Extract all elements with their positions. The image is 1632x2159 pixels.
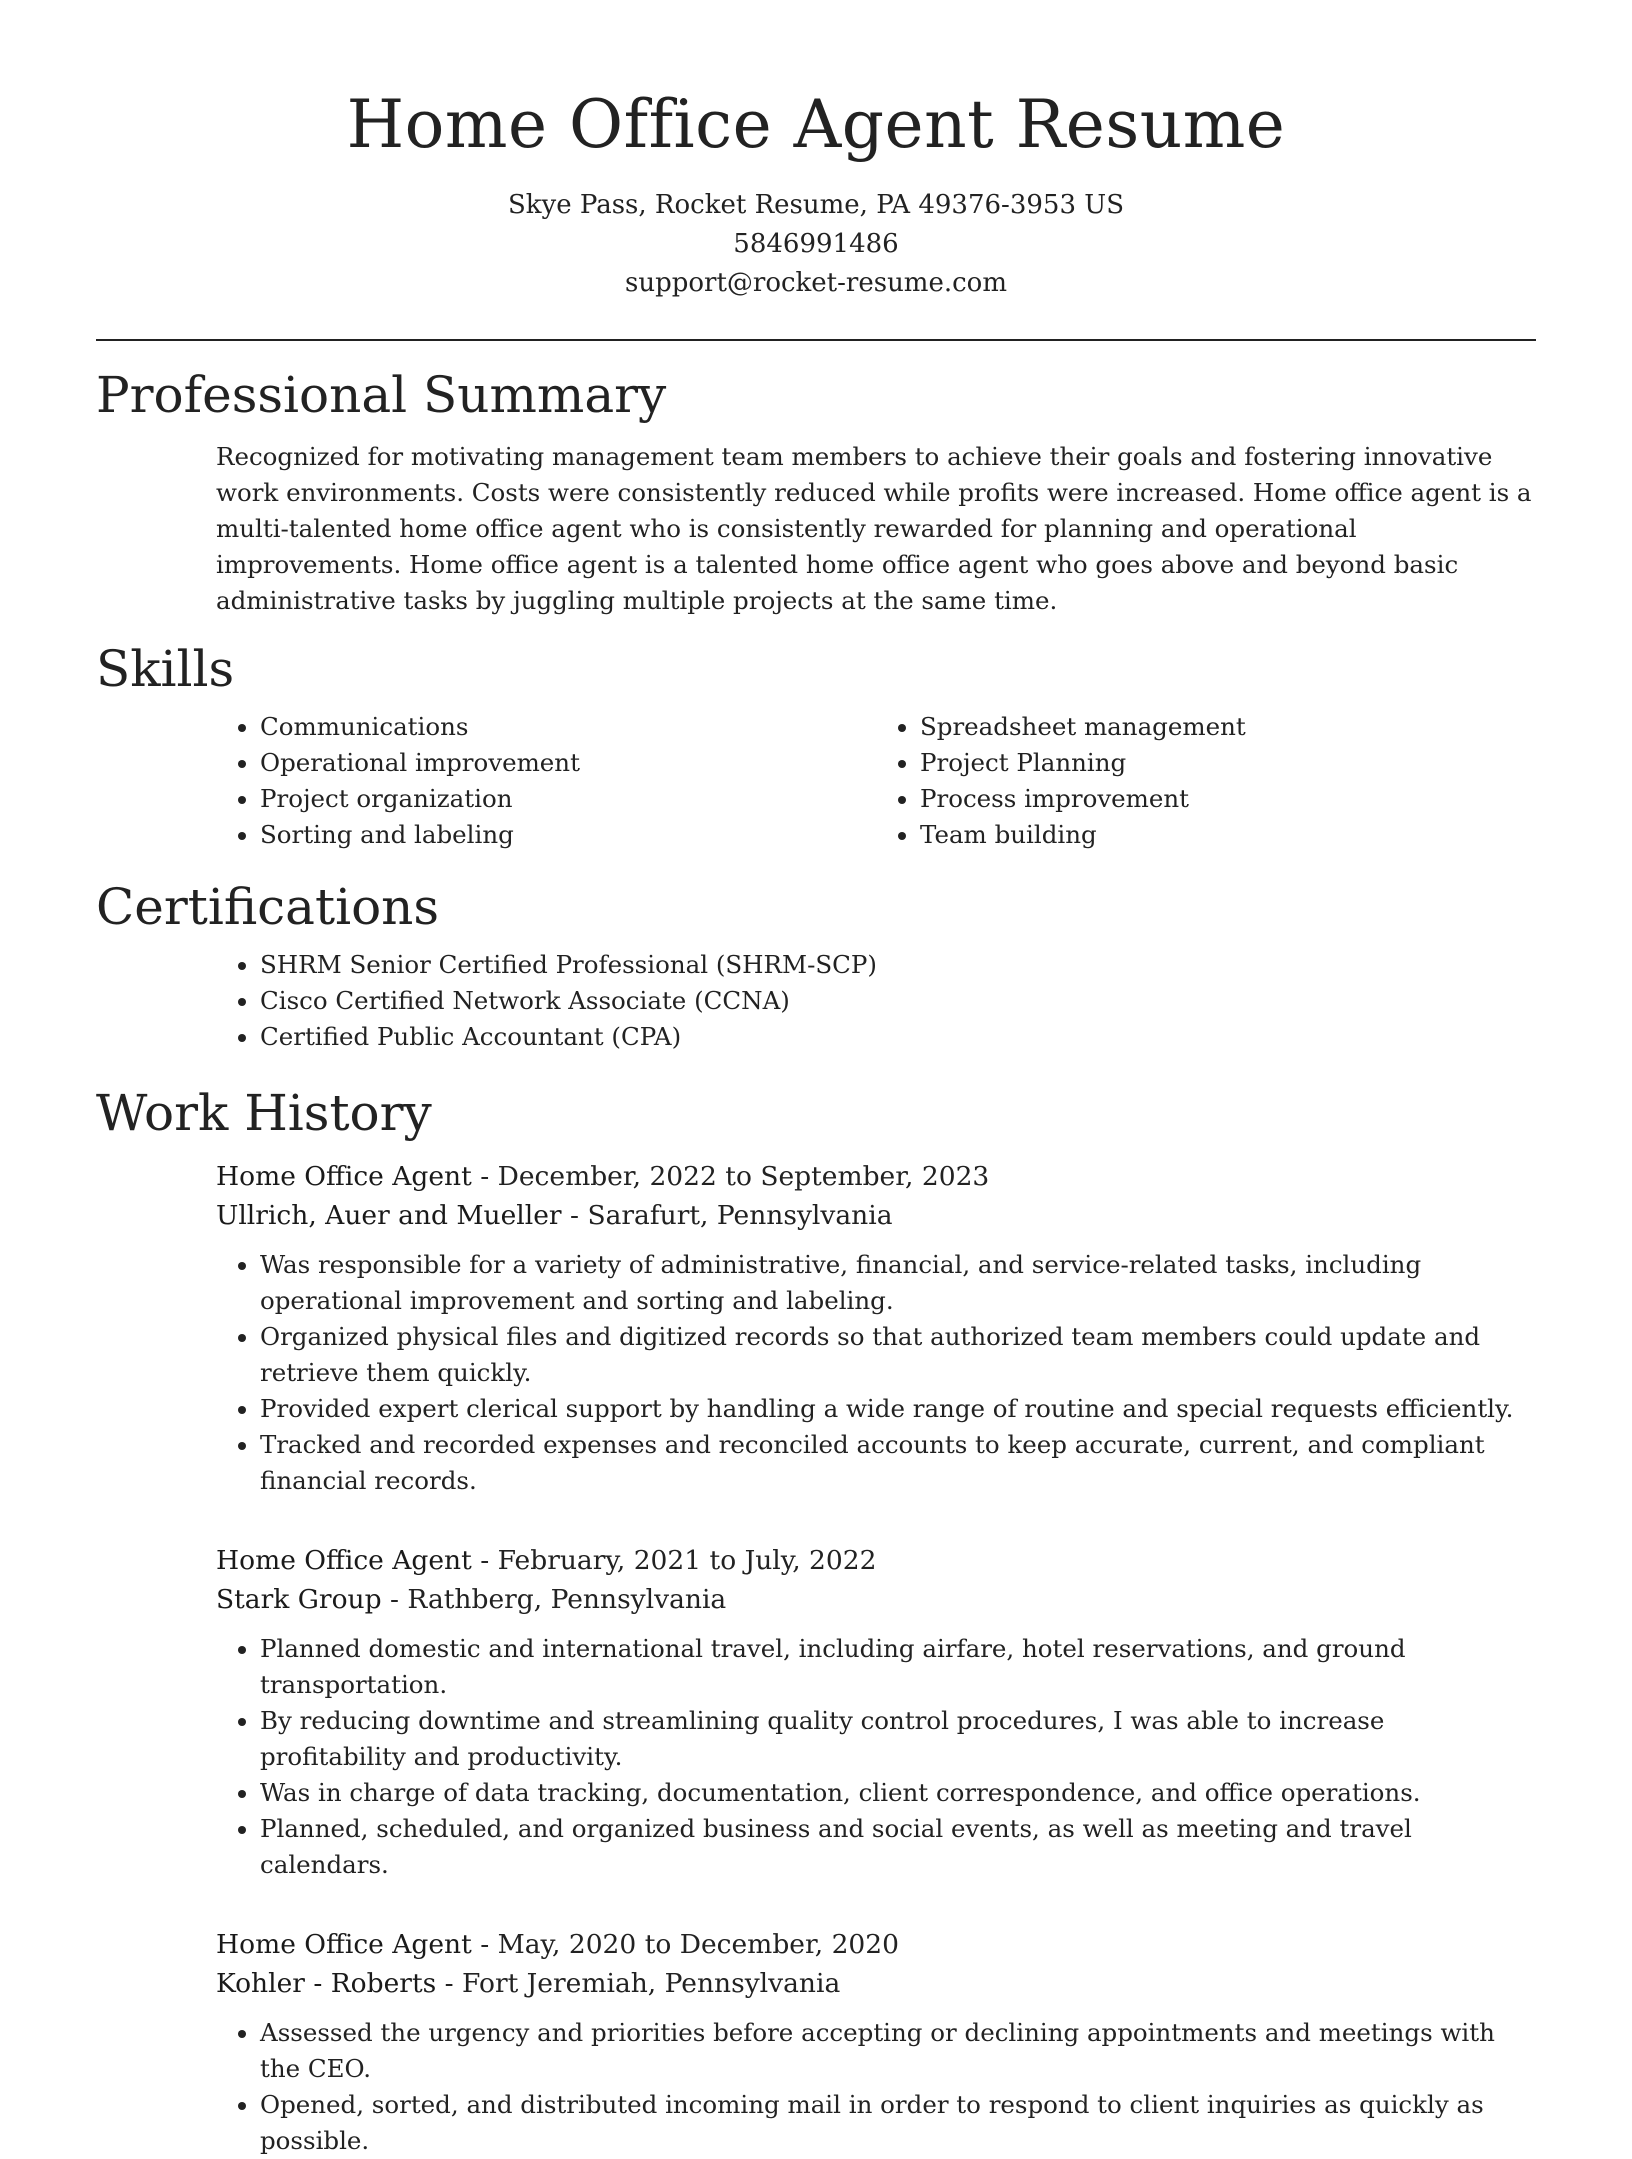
resume-title: Home Office Agent Resume [346, 86, 1286, 163]
skills-heading: Skills [96, 640, 235, 698]
job-separator: - [444, 1968, 463, 1999]
job-bullets [216, 1631, 1536, 1883]
certification-item: • Cisco Certified Network Associate (CCNA) [260, 983, 1536, 1019]
job-separator: - [390, 1584, 408, 1615]
job-location: Sarafurt, Pennsylvania [587, 1200, 893, 1231]
job-entry [216, 1925, 1536, 2159]
certifications-list [216, 947, 1536, 1055]
job-dates: May, 2020 to December, 2020 [497, 1929, 900, 1960]
skill-item: • Spreadsheet management [920, 709, 1536, 745]
job-dates: February, 2021 to July, 2022 [497, 1545, 877, 1576]
job-separator: - [480, 1161, 498, 1192]
job-entry [216, 1157, 1536, 1499]
skills-column-left [216, 709, 876, 853]
job-bullet: • Was responsible for a variety of administrative, financial, and service-related tasks, including operational improvement and sorting and labeling. [260, 1247, 1536, 1319]
job-bullet: • Provided expert clerical support by handling a wide range of routine and special requests efficiently. [260, 1391, 1536, 1427]
job-company-line [216, 1580, 1536, 1619]
contact-email: support@rocket-resume.com [624, 268, 1007, 298]
job-bullet: • Tracked and recorded expenses and reconciled accounts to keep accurate, current, and compliant financial records. [260, 1427, 1536, 1499]
job-title-line [216, 1925, 1536, 1964]
job-title: Home Office Agent [216, 1929, 472, 1960]
skill-item: • Communications [260, 709, 876, 745]
job-company: Stark Group [216, 1584, 382, 1615]
job-separator: - [480, 1545, 498, 1576]
job-bullet: • Planned domestic and international travel, including airfare, hotel reservations, and ground transportation. [260, 1631, 1536, 1703]
job-bullets [216, 2015, 1536, 2159]
job-company: Kohler - Roberts [216, 1968, 437, 1999]
job-separator: - [480, 1929, 498, 1960]
skill-item: • Process improvement [920, 781, 1536, 817]
job-location: Rathberg, Pennsylvania [407, 1584, 727, 1615]
job-company-line [216, 1196, 1536, 1235]
job-title-line [216, 1541, 1536, 1580]
certification-item: • SHRM Senior Certified Professional (SHRM-SCP) [260, 947, 1536, 983]
work-history-heading: Work History [96, 1084, 432, 1142]
job-bullet: • Assessed the urgency and priorities before accepting or declining appointments and meetings with the CEO. [260, 2015, 1536, 2087]
contact-block [0, 186, 1632, 303]
contact-phone: 5846991486 [733, 229, 899, 259]
summary-heading: Professional Summary [96, 366, 667, 424]
certification-item: • Certified Public Accountant (CPA) [260, 1019, 1536, 1055]
skills-column-right [876, 709, 1536, 853]
contact-address: Skye Pass, Rocket Resume, PA 49376-3953 US [507, 190, 1124, 220]
skill-item: • Operational improvement [260, 745, 876, 781]
skill-item: • Sorting and labeling [260, 817, 876, 853]
job-separator: - [570, 1200, 588, 1231]
job-bullets [216, 1247, 1536, 1499]
job-title: Home Office Agent [216, 1161, 472, 1192]
job-bullet: • By reducing downtime and streamlining quality control procedures, I was able to increase profitability and productivity. [260, 1703, 1536, 1775]
job-entry [216, 1541, 1536, 1883]
resume-header [0, 0, 1632, 303]
job-bullet: • Planned, scheduled, and organized business and social events, as well as meeting and travel calendars. [260, 1811, 1536, 1883]
skill-item: • Project Planning [920, 745, 1536, 781]
summary-text: Recognized for motivating management team members to achieve their goals and fostering innovative work environments. Costs were consistently reduced while profits were increased. Home office agent is a multi-talented home office agent who is consistently rewarded for planning and operational improvements. Home office agent is a talented home office agent who goes above and beyond basic administrative tasks by juggling multiple projects at the same time. [216, 442, 1532, 615]
job-title-line [216, 1157, 1536, 1196]
skill-item: • Team building [920, 817, 1536, 853]
job-bullet: • Opened, sorted, and distributed incoming mail in order to respond to client inquiries as quickly as possible. [260, 2087, 1536, 2159]
job-location: Fort Jeremiah, Pennsylvania [462, 1968, 841, 1999]
skill-item: • Project organization [260, 781, 876, 817]
job-title: Home Office Agent [216, 1545, 472, 1576]
job-bullet: • Was in charge of data tracking, documentation, client correspondence, and office operations. [260, 1775, 1536, 1811]
skills-list [216, 709, 1536, 853]
certifications-heading: Certifications [96, 878, 440, 936]
job-bullet: • Organized physical files and digitized records so that authorized team members could update and retrieve them quickly. [260, 1319, 1536, 1391]
job-company: Ullrich, Auer and Mueller [216, 1200, 562, 1231]
job-company-line [216, 1964, 1536, 2003]
job-dates: December, 2022 to September, 2023 [497, 1161, 990, 1192]
